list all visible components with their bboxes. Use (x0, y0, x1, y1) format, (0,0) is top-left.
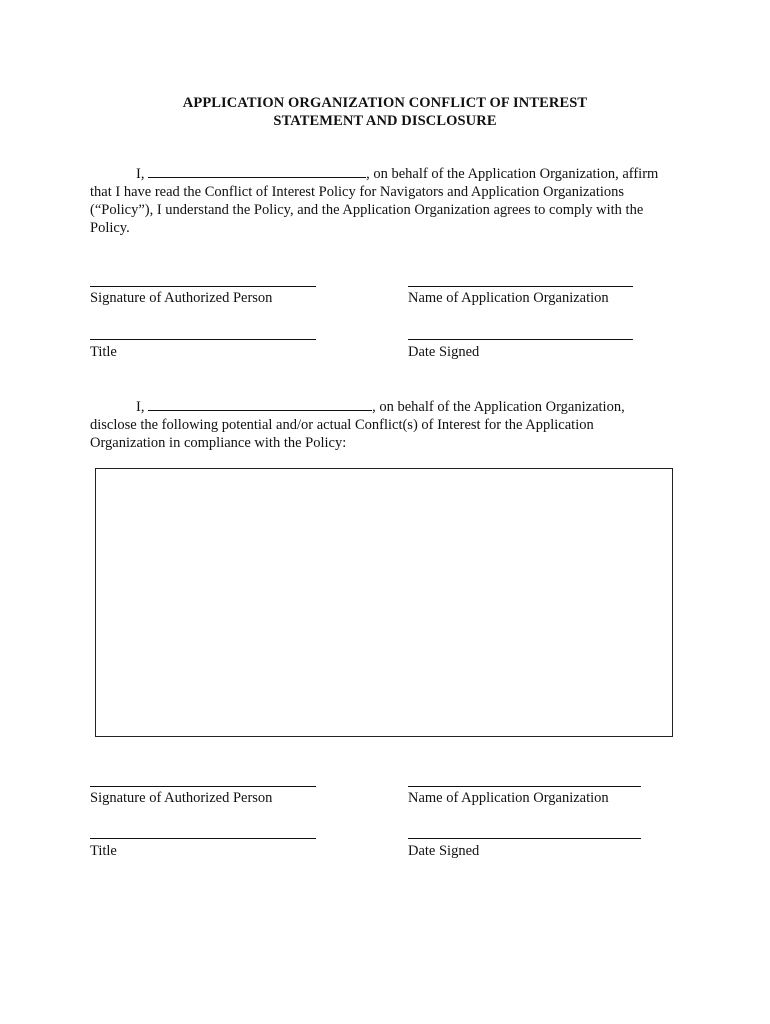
disclosure-name-blank[interactable] (148, 397, 372, 411)
date-signed-label-2: Date Signed (408, 843, 480, 859)
disclosure-line-3: Organization in compliance with the Policy: (90, 435, 347, 451)
signature-label-2: Signature of Authorized Person (90, 790, 273, 806)
date-signed-line-2[interactable] (408, 838, 641, 839)
organization-name-label-2: Name of Application Organization (408, 790, 609, 806)
affirmation-line-2: that I have read the Conflict of Interest Policy for Navigators and Application Organizations (90, 184, 625, 200)
affirmation-line-1 (90, 164, 690, 183)
disclosure-line-1-suffix: , on behalf of the Application Organization, (372, 399, 625, 415)
affirmation-line-1-suffix: , on behalf of the Application Organization, affirm (366, 166, 659, 182)
title-label-1: Title (90, 344, 117, 360)
disclosure-line-1 (90, 397, 690, 416)
document-title-line-2: STATEMENT AND DISCLOSURE (273, 113, 497, 129)
organization-name-label-1: Name of Application Organization (408, 290, 609, 306)
signature-line-1[interactable] (90, 286, 316, 287)
disclosure-paragraph (90, 397, 690, 452)
title-label-2: Title (90, 843, 117, 859)
organization-name-line-1[interactable] (408, 286, 633, 287)
disclosure-line-2: disclose the following potential and/or actual Conflict(s) of Interest for the Application (90, 417, 594, 433)
affirmation-name-blank[interactable] (148, 164, 366, 178)
signature-line-2[interactable] (90, 786, 316, 787)
signature-label-1: Signature of Authorized Person (90, 290, 273, 306)
title-line-2[interactable] (90, 838, 316, 839)
affirmation-prefix: I, (136, 166, 145, 182)
organization-name-line-2[interactable] (408, 786, 641, 787)
title-line-1[interactable] (90, 339, 316, 340)
conflict-disclosure-box[interactable] (95, 468, 673, 737)
date-signed-line-1[interactable] (408, 339, 633, 340)
affirmation-paragraph (90, 164, 690, 237)
affirmation-line-3: (“Policy”), I understand the Policy, and the Application Organization agrees to comply with the (90, 202, 644, 218)
date-signed-label-1: Date Signed (408, 344, 480, 360)
document-title-line-1: APPLICATION ORGANIZATION CONFLICT OF INTEREST (182, 95, 588, 111)
disclosure-prefix: I, (136, 399, 145, 415)
affirmation-line-4: Policy. (90, 220, 130, 236)
